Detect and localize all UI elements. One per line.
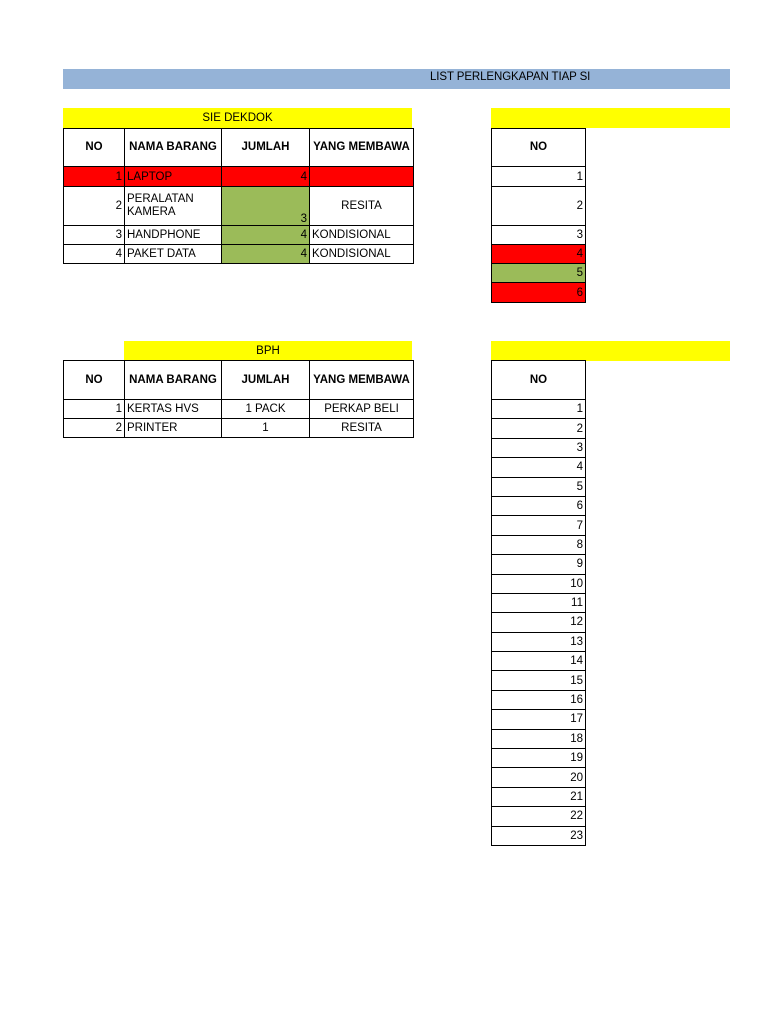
bph-header: BPH <box>124 341 412 361</box>
cell-no: 2 <box>64 187 125 226</box>
cell-jumlah: 4 <box>222 226 310 245</box>
cell-nama: PAKET DATA <box>125 245 222 264</box>
table-row <box>492 593 586 612</box>
cell-membawa: KONDISIONAL <box>310 245 414 264</box>
sie-dekdok-table <box>63 128 414 264</box>
cell-no: 11 <box>492 593 586 612</box>
cell-no: 23 <box>492 826 586 845</box>
cell-membawa: PERKAP BELI <box>310 400 414 419</box>
cell-no: 17 <box>492 710 586 729</box>
col-header-jumlah: JUMLAH <box>222 361 310 400</box>
cell-no: 4 <box>492 245 586 264</box>
cell-no: 2 <box>492 187 586 226</box>
cell-no: 5 <box>492 264 586 283</box>
table-row <box>492 438 586 457</box>
table-row <box>64 419 414 438</box>
cell-nama: HANDPHONE <box>125 226 222 245</box>
cell-no: 7 <box>492 516 586 535</box>
col-header-nama-barang: NAMA BARANG <box>125 129 222 167</box>
table-row <box>492 652 586 671</box>
cell-membawa: RESITA <box>310 187 414 226</box>
cell-no: 20 <box>492 768 586 787</box>
table-row <box>492 690 586 709</box>
col-header-no: NO <box>64 361 125 400</box>
col-header-jumlah: JUMLAH <box>222 129 310 167</box>
col-header-yang-membawa: YANG MEMBAWA <box>310 129 414 167</box>
cell-no: 2 <box>492 419 586 438</box>
cell-nama: LAPTOP <box>125 167 222 187</box>
cell-no: 16 <box>492 690 586 709</box>
cell-no: 1 <box>492 167 586 187</box>
table-row <box>492 710 586 729</box>
cell-no: 15 <box>492 671 586 690</box>
cell-nama: PERALATAN KAMERA <box>125 187 222 226</box>
table-row <box>492 807 586 826</box>
cell-jumlah: 4 <box>222 245 310 264</box>
table-row <box>492 555 586 574</box>
cell-no: 8 <box>492 535 586 554</box>
cell-membawa: RESITA <box>310 419 414 438</box>
table-row <box>492 768 586 787</box>
cell-no: 4 <box>64 245 125 264</box>
cell-nama: PRINTER <box>125 419 222 438</box>
cell-no: 2 <box>64 419 125 438</box>
cell-no: 3 <box>64 226 125 245</box>
cell-no: 18 <box>492 729 586 748</box>
sheet-title: LIST PERLENGKAPAN TIAP SI <box>430 71 591 83</box>
table-row <box>64 400 414 419</box>
right-top-no-table <box>491 128 586 303</box>
right-bottom-header <box>491 341 730 361</box>
col-header-yang-membawa: YANG MEMBAWA <box>310 361 414 400</box>
bph-table <box>63 360 414 438</box>
cell-no: 5 <box>492 477 586 496</box>
right-top-header <box>491 108 730 128</box>
table-row <box>492 535 586 554</box>
table-row <box>64 167 414 187</box>
col-header-no: NO <box>492 361 586 400</box>
cell-no: 1 <box>64 167 125 187</box>
cell-no: 1 <box>64 400 125 419</box>
col-header-no: NO <box>64 129 125 167</box>
table-row <box>492 496 586 515</box>
cell-membawa: KONDISIONAL <box>310 226 414 245</box>
right-bottom-no-table <box>491 360 586 846</box>
cell-no: 3 <box>492 226 586 245</box>
cell-jumlah: 4 <box>222 167 310 187</box>
table-row <box>492 632 586 651</box>
cell-no: 22 <box>492 807 586 826</box>
table-row <box>492 400 586 419</box>
sie-dekdok-header: SIE DEKDOK <box>63 108 412 128</box>
cell-no: 9 <box>492 555 586 574</box>
table-row <box>492 477 586 496</box>
cell-no: 10 <box>492 574 586 593</box>
cell-no: 19 <box>492 749 586 768</box>
cell-no: 6 <box>492 283 586 303</box>
cell-no: 12 <box>492 613 586 632</box>
cell-no: 1 <box>492 400 586 419</box>
cell-no: 4 <box>492 458 586 477</box>
table-row <box>492 458 586 477</box>
table-row <box>64 245 414 264</box>
cell-jumlah: 3 <box>222 187 310 226</box>
title-bar <box>63 69 730 89</box>
table-row <box>64 226 414 245</box>
table-row <box>492 574 586 593</box>
col-header-nama-barang: NAMA BARANG <box>125 361 222 400</box>
table-row <box>492 749 586 768</box>
cell-nama: KERTAS HVS <box>125 400 222 419</box>
cell-no: 14 <box>492 652 586 671</box>
table-row <box>492 671 586 690</box>
table-row <box>492 419 586 438</box>
cell-jumlah: 1 PACK <box>222 400 310 419</box>
col-header-no: NO <box>492 129 586 167</box>
cell-no: 21 <box>492 787 586 806</box>
table-row <box>492 613 586 632</box>
cell-no: 3 <box>492 438 586 457</box>
table-row <box>492 826 586 845</box>
cell-jumlah: 1 <box>222 419 310 438</box>
table-row <box>492 787 586 806</box>
table-row <box>492 729 586 748</box>
cell-no: 6 <box>492 496 586 515</box>
table-row <box>64 187 414 226</box>
table-row <box>492 516 586 535</box>
cell-membawa <box>310 167 414 187</box>
cell-no: 13 <box>492 632 586 651</box>
